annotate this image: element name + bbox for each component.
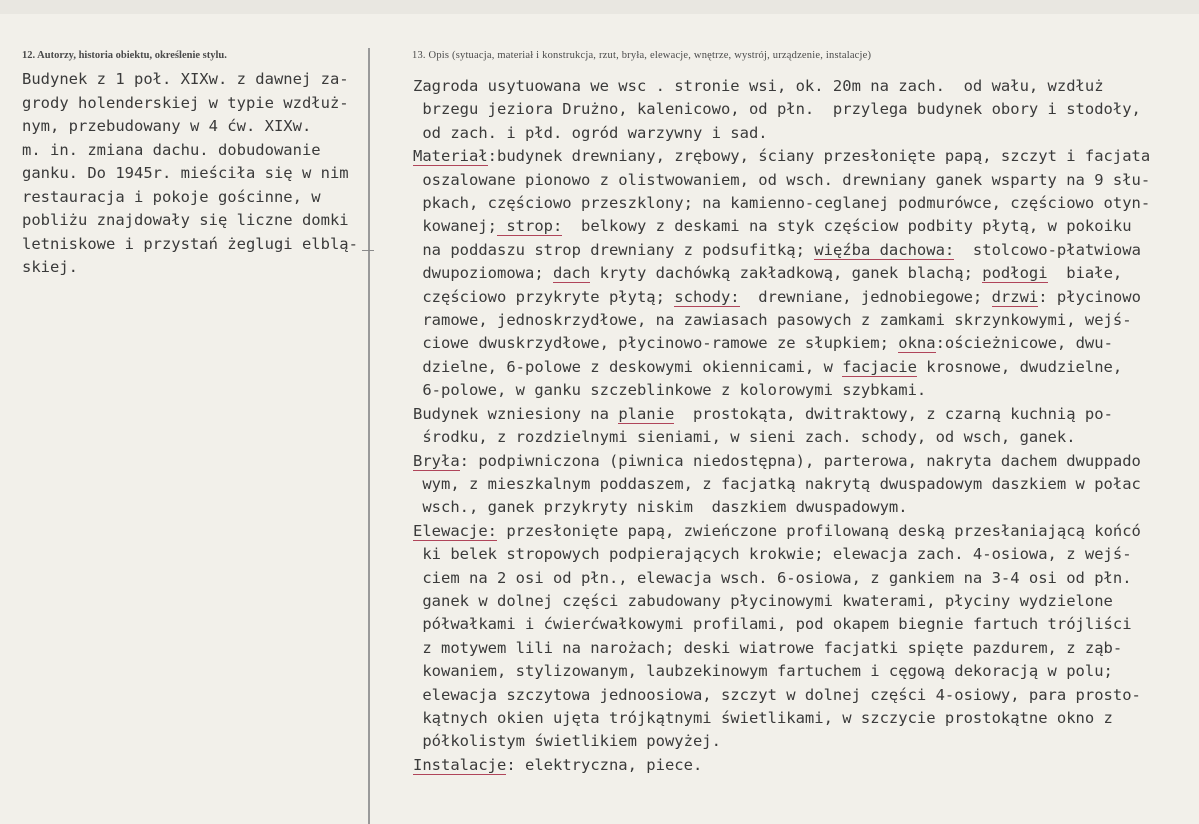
text-line xyxy=(413,613,1199,636)
text-segment: wym, z mieszkalnym poddaszem, z facjatką nakrytą dwuspadowym daszkiem w połac xyxy=(413,474,1141,493)
text-line xyxy=(413,192,1199,215)
text-segment: wsch., ganek przykryty niskim daszkiem dwuspadowym. xyxy=(413,498,908,517)
text-segment: na poddaszu strop drewniany z podsufitką; xyxy=(413,240,815,259)
text-segment: kowaniem, stylizowanym, laubzekinowym fartuchem i cęgową dekoracją w polu; xyxy=(413,662,1113,681)
text-line xyxy=(413,450,1199,473)
section-13-body xyxy=(413,75,1199,777)
text-line xyxy=(413,473,1199,496)
column-divider xyxy=(368,48,370,824)
section-13-title: 13. Opis (sytuacja, materiał i konstrukcja, rzut, bryła, elewacje, wnętrze, wystrój, urządzenie, instalacje) xyxy=(412,50,872,61)
text-line xyxy=(413,590,1199,613)
section-term: więźba dachowa: xyxy=(814,240,955,259)
text-line xyxy=(413,356,1199,379)
section-term: planie xyxy=(618,404,675,423)
text-line xyxy=(413,145,1199,168)
text-line xyxy=(413,309,1199,332)
text-segment: ramowe, jednoskrzydłowe, na zawiasach pasowych z zamkami skrzynkowymi, wejś- xyxy=(413,311,1132,330)
section-term: strop: xyxy=(497,217,563,236)
text-line xyxy=(413,520,1199,543)
text-segment: ciem na 2 osi od płn., elewacja wsch. 6-osiowa, z gankiem na 3-4 osi od płn. xyxy=(413,568,1132,587)
section-term: Materiał xyxy=(413,147,488,166)
text-segment: : płycinowo xyxy=(1038,287,1141,306)
section-12-body xyxy=(22,68,367,280)
divider-tick xyxy=(362,250,374,251)
text-line xyxy=(413,754,1199,777)
text-line xyxy=(413,332,1199,355)
text-segment: prostokąta, dwitraktowy, z czarną kuchnią po- xyxy=(674,404,1113,423)
text-segment: od zach. i płd. ogród warzywny i sad. xyxy=(413,123,768,142)
section-term: drzwi xyxy=(991,287,1039,306)
text-segment: stolcowo-płatwiowa xyxy=(954,240,1141,259)
text-line: nym, przebudowany w 4 ćw. XIXw. xyxy=(22,117,312,135)
text-line xyxy=(413,98,1199,121)
text-segment: Zagroda usytuowana we wsc . stronie wsi, ok. 20m na zach. od wału, wzdłuż xyxy=(413,77,1104,95)
text-line xyxy=(413,543,1199,566)
text-line: ganku. Do 1945r. mieściła się w nim xyxy=(22,164,349,182)
section-term: facjacie xyxy=(842,357,917,376)
text-line xyxy=(413,262,1199,285)
text-segment: dzielne, 6-polowe z deskowymi okiennicami, w xyxy=(413,357,843,376)
text-line: m. in. zmiana dachu. dobudowanie xyxy=(22,140,321,159)
text-line xyxy=(413,660,1199,683)
text-segment: kowanej; xyxy=(413,217,497,236)
text-line xyxy=(413,496,1199,519)
text-line xyxy=(413,239,1199,262)
text-line: restauracja i pokoje gościnne, w xyxy=(22,187,321,206)
text-segment: krosnowe, dwudzielne, xyxy=(916,357,1123,376)
text-line xyxy=(413,730,1199,753)
text-line: letniskowe i przystań żeglugi elblą- xyxy=(22,234,358,253)
text-line: Budynek z 1 poł. XIXw. z dawnej za- xyxy=(22,70,349,88)
text-line xyxy=(413,426,1199,449)
section-12-title: 12. Autorzy, historia obiektu, określenie stylu. xyxy=(22,50,227,61)
text-segment: dwupoziomowa; xyxy=(413,264,553,283)
section-term: Instalacje xyxy=(413,755,507,774)
top-strip xyxy=(0,0,1199,14)
text-segment: Budynek wzniesiony na xyxy=(413,404,619,423)
text-line xyxy=(413,403,1199,426)
section-term: dach xyxy=(552,264,591,283)
section-term: Elewacje: xyxy=(413,521,497,540)
text-line: grody holenderskiej w typie wzdłuż- xyxy=(22,93,349,112)
section-term: Bryła xyxy=(413,451,460,470)
text-segment: ki belek stropowych podpierających krokwie; elewacja zach. 4-osiowa, z wejś- xyxy=(413,545,1132,564)
text-segment: ganek w dolnej części zabudowany płycinowymi kwaterami, płyciny wydzielone xyxy=(413,591,1113,610)
text-segment: :budynek drewniany, zrębowy, ściany przesłonięte papą, szczyt i facjata xyxy=(487,147,1151,166)
text-segment: : elektryczna, piece. xyxy=(506,755,703,774)
text-line: skiej. xyxy=(22,258,78,276)
text-segment: brzegu jeziora Drużno, kalenicowo, od płn. przylega budynek obory i stodoły, xyxy=(413,100,1141,119)
text-segment: drewniane, jednobiegowe; xyxy=(739,287,992,306)
text-segment: : podpiwniczona (piwnica niedostępna), parterowa, nakryta dachem dwuppado xyxy=(459,451,1141,470)
section-term: schody: xyxy=(674,287,740,306)
text-segment: półkolistym świetlikiem powyżej. xyxy=(413,732,721,751)
text-segment: elewacja szczytowa jednoosiowa, szczyt w dolnej części 4-osiowy, para prosto- xyxy=(413,685,1141,704)
text-line xyxy=(413,122,1199,145)
text-segment: 6-polowe, w ganku szczeblinkowe z kolorowymi szybkami. xyxy=(413,381,927,400)
text-segment: częściowo przykryte płytą; xyxy=(413,287,675,306)
text-line xyxy=(413,169,1199,192)
text-segment: :ościeżnicowe, dwu- xyxy=(935,334,1113,353)
text-segment: pkach, częściowo przeszklony; na kamienno-ceglanej podmurówce, częściowo otyn- xyxy=(413,194,1151,213)
text-line: pobliżu znajdowały się liczne domki xyxy=(22,211,349,229)
text-line xyxy=(413,215,1199,238)
text-line xyxy=(413,286,1199,309)
text-segment: półwałkami i ćwierćwałkowymi profilami, pod okapem biegnie fartuch trójliści xyxy=(413,615,1132,634)
section-term: okna xyxy=(898,334,936,353)
text-line xyxy=(413,684,1199,707)
text-line xyxy=(413,379,1199,402)
text-segment: belkowy z deskami na styk częściow podbity płytą, w pokoiku xyxy=(562,217,1132,236)
text-line xyxy=(413,707,1199,730)
text-segment: białe, xyxy=(1047,264,1123,283)
text-segment: kątnych okien ujęta trójkątnymi świetlikami, w szczycie prostokątne okno z xyxy=(413,708,1113,727)
text-line xyxy=(413,75,1199,98)
text-segment: oszalowane pionowo z olistwowaniem, od wsch. drewniany ganek wsparty na 9 słu- xyxy=(413,170,1151,189)
text-segment: kryty dachówką zakładkową, ganek blachą; xyxy=(590,264,983,283)
text-segment: ciowe dwuskrzydłowe, płycinowo-ramowe ze słupkiem; xyxy=(413,334,899,353)
section-term: podłogi xyxy=(982,264,1048,283)
text-segment: przesłonięte papą, zwieńczone profilowaną deską przesłaniającą końcó xyxy=(497,521,1141,540)
text-segment: z motywem lili na narożach; deski wiatrowe facjatki spięte pazdurem, z ząb- xyxy=(413,638,1123,657)
text-line xyxy=(413,637,1199,660)
text-segment: środku, z rozdzielnymi sieniami, w sieni zach. schody, od wsch, ganek. xyxy=(413,428,1076,447)
text-line xyxy=(413,567,1199,590)
